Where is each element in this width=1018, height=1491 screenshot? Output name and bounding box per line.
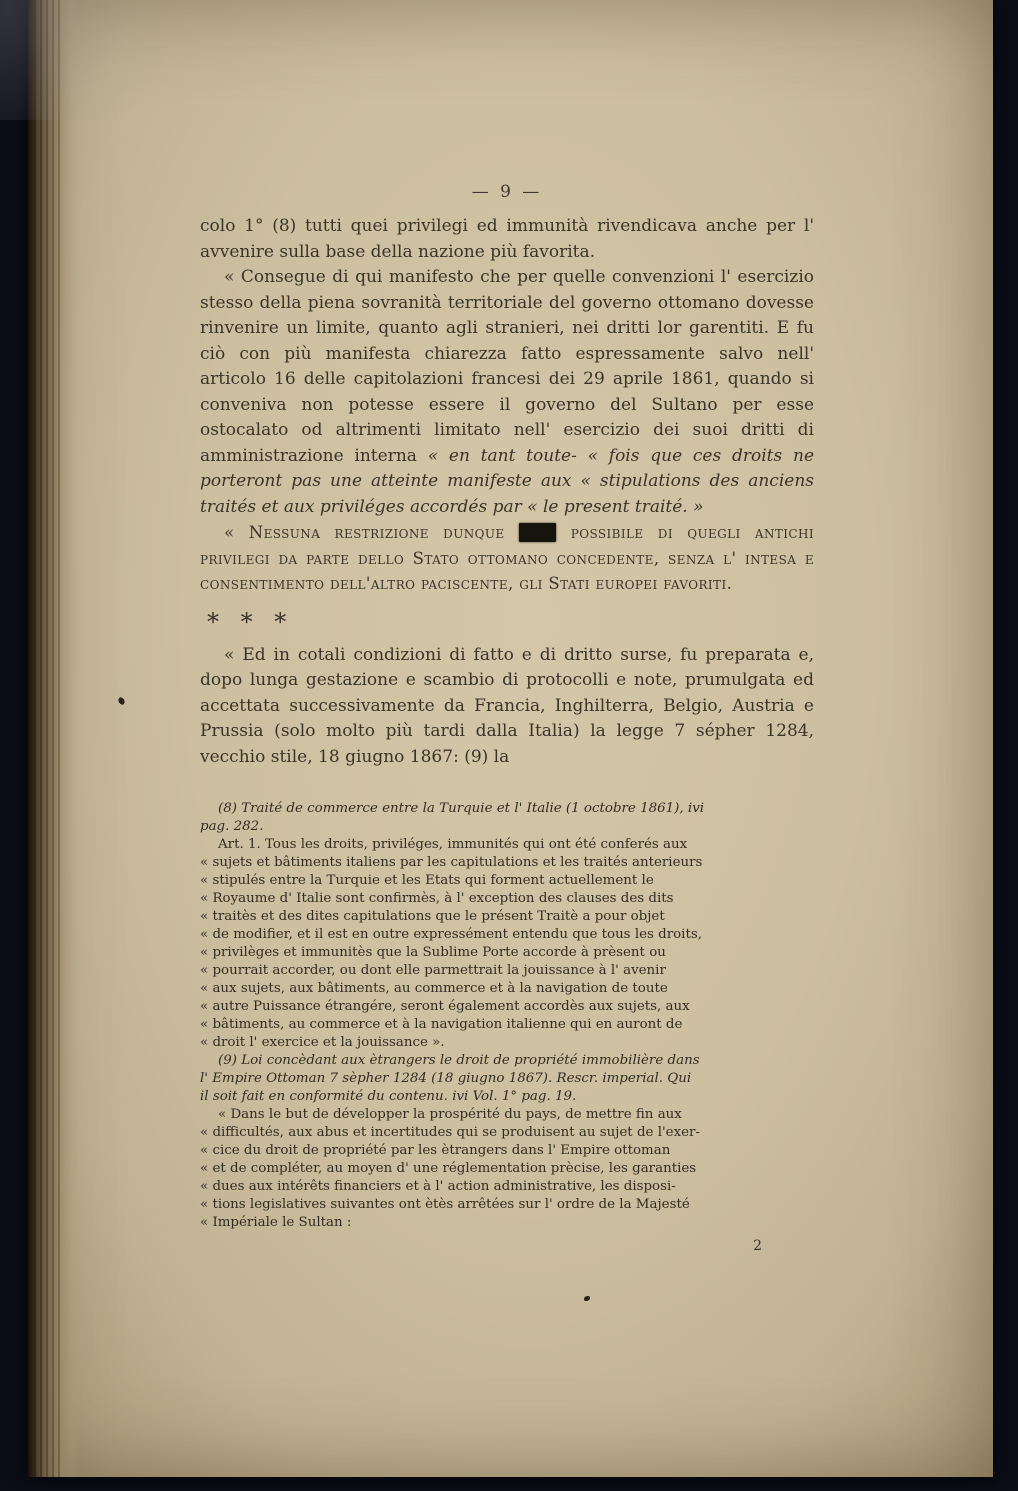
footnotes-section — [200, 800, 822, 1232]
footnote-line: Art. 1. Tous les droits, priviléges, immunités qui ont été conferés aux — [218, 837, 688, 852]
footnote-line: « Dans le but de développer la prospérité du pays, de mettre fin aux — [218, 1107, 682, 1122]
stacked-page-edges — [34, 0, 60, 1477]
paragraph-text: « Consegue di qui manifesto che per quelle convenzioni l' esercizio stesso della piena sovranità territoriale del governo ottomano dovesse rinvenire un limite, quanto agli stranieri, nei dritti lor garentiti. E fu ciò con più manifesta chiarezza fatto espressamente salvo nell' articolo 16 delle capitolazioni francesi dei 29 aprile 1861, quando si conveniva non potesse essere il governo del Sultano per esse ostocalato od altrimenti limitato nell' esercizio dei suoi dritti di amministrazione interna — [200, 267, 814, 466]
paragraph-smallcaps — [200, 520, 814, 597]
footnote-line: « cice du droit de propriété par les ètrangers dans l' Empire ottoman — [200, 1143, 671, 1158]
footnote-line: (8) Traité de commerce entre la Turquie et l' Italie (1 octobre 1861), ivi — [218, 801, 705, 816]
footnote-line: « de modifier, et il est en outre expressément entendu que tous les droits, — [200, 927, 702, 942]
footnote-line: « bâtiments, au commerce et à la navigation italienne qui en auront de — [200, 1017, 683, 1032]
footnote-line: l' Empire Ottoman 7 sèpher 1284 (18 giugno 1867). Rescr. imperial. Qui — [200, 1071, 692, 1086]
footnote-line: (9) Loi concèdant aux ètrangers le droit de propriété immobilière dans — [218, 1053, 700, 1068]
footnote-line: « tions legislatives suivantes ont ètès arrêtées sur l' ordre de la Majesté — [200, 1197, 690, 1212]
footnote-8 — [200, 800, 822, 1052]
paragraph-text: colo 1° (8) tutti quei privilegi ed immunità rivendicava anche per l' avvenire sulla base della nazione più favorita. — [200, 216, 814, 262]
footnote-line: « droit l' exercice et la jouissance ». — [200, 1035, 445, 1050]
footnote-line: « stipulés entre la Turquie et les Etats qui forment actuellement le — [200, 873, 654, 888]
footnote-line: « aux sujets, aux bâtiments, au commerce et à la navigation de toute — [200, 981, 668, 996]
footer-page-number: 2 — [753, 1238, 762, 1254]
redaction-mark: era — [519, 523, 557, 542]
footnote-line: pag. 282. — [200, 819, 264, 834]
paragraph-text: possibile di quegli antichi privilegi da parte dello Stato ottomano concedente, senza l' intesa e consentimento dell'altro paciscente, gli Stati europei favoriti. — [200, 523, 814, 593]
paragraph — [200, 643, 814, 771]
paragraph — [200, 265, 814, 520]
french-quote-italic: « en tant toute- « fois que ces droits ne porteront pas une atteinte manifeste aux « stipulations des anciens traités et aux priviléges accordés par « le present traité. » — [200, 445, 815, 517]
footnote-9 — [200, 1052, 822, 1232]
footnote-line: « difficultés, aux abus et incertitudes qui se produisent au sujet de l'exer- — [200, 1125, 700, 1140]
ink-speck — [117, 697, 126, 706]
footnote-line: « sujets et bâtiments italiens par les capitulations et les traités anterieurs — [200, 855, 703, 870]
footnote-line: « dues aux intérêts financiers et à l' action administrative, les disposi- — [200, 1179, 676, 1194]
book-page — [28, 0, 993, 1477]
paragraph-text: « Nessuna restrizione dunque — [224, 523, 519, 542]
footnote-line: « Royaume d' Italie sont confirmès, à l' exception des clauses des dits — [200, 891, 674, 906]
ink-speck — [584, 1296, 590, 1301]
footnote-line: il soit fait en conformité du contenu. ivi Vol. 1° pag. 19. — [200, 1089, 577, 1104]
footnote-line: « et de compléter, au moyen d' une réglementation prècise, les garanties — [200, 1161, 697, 1176]
paragraph-continuation — [200, 214, 814, 265]
footnote-line: « Impériale le Sultan : — [200, 1215, 352, 1230]
footnote-line: « traitès et des dites capitulations que le présent Traitè a pour objet — [200, 909, 665, 924]
header-page-number: — 9 — — [471, 182, 543, 202]
footnote-line: « privilèges et immunitès que la Sublime Porte accorde à prèsent ou — [200, 945, 666, 960]
footnote-line: « pourrait accorder, ou dont elle parmettrait la jouissance à l' avenir — [200, 963, 666, 978]
page-content — [200, 0, 814, 1254]
body-text — [200, 214, 814, 770]
footnote-line: « autre Puissance étrangére, seront également accordès aux sujets, aux — [200, 999, 690, 1014]
section-divider: * * * — [207, 607, 294, 636]
paragraph-text: « Ed in cotali condizioni di fatto e di dritto surse, fu preparata e, dopo lunga gestazione e scambio di protocolli e note, prumulgata ed accettata successivamente da Francia, Inghilterra, Belgio, Austria e Prussia (solo molto più tardi dalla Italia) la legge 7 sépher 1284, vecchio stile, 18 giugno 1867: (9) la — [200, 644, 814, 767]
